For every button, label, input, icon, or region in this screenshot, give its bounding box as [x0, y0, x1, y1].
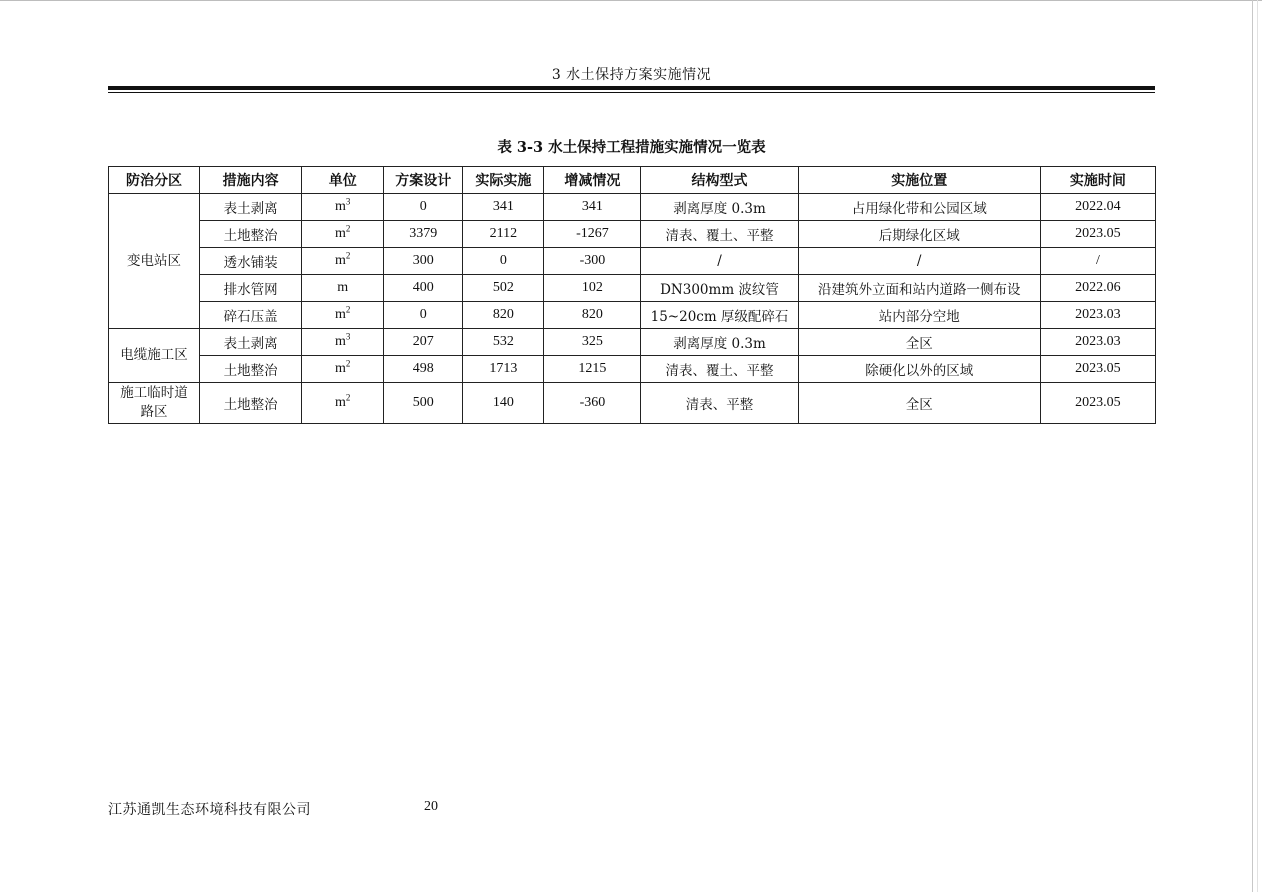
date-cell: 2023.05: [1040, 221, 1155, 248]
unit-exponent: 2: [345, 392, 351, 403]
unit-base: m: [335, 253, 346, 268]
location-cell: 站内部分空地: [798, 302, 1040, 329]
unit-base: m: [335, 334, 346, 349]
design-cell: 0: [384, 194, 463, 221]
table-row: [109, 383, 1156, 424]
unit-base: m: [335, 226, 346, 241]
change-cell: 341: [544, 194, 641, 221]
col-header-zone: 防治分区: [109, 167, 200, 194]
design-cell: 500: [384, 383, 463, 424]
design-cell: 207: [384, 329, 463, 356]
date-cell: 2023.05: [1040, 383, 1155, 424]
unit-cell: [302, 356, 384, 383]
change-cell: -300: [544, 248, 641, 275]
structure-cell: 剥离厚度 0.3m: [641, 329, 798, 356]
unit-cell: [302, 383, 384, 424]
change-cell: -1267: [544, 221, 641, 248]
design-cell: 0: [384, 302, 463, 329]
change-cell: 820: [544, 302, 641, 329]
header-rule-thick: [108, 86, 1155, 90]
table-row: [109, 356, 1156, 383]
page-top-border: [0, 0, 1262, 1]
unit-cell: [302, 248, 384, 275]
unit-exponent: 3: [345, 196, 351, 207]
measure-cell: 土地整治: [200, 356, 302, 383]
unit-cell: [302, 221, 384, 248]
measure-cell: 土地整治: [200, 221, 302, 248]
actual-cell: 532: [463, 329, 544, 356]
unit-cell: [302, 194, 384, 221]
design-cell: 400: [384, 275, 463, 302]
actual-cell: 2112: [463, 221, 544, 248]
col-header-date: 实施时间: [1040, 167, 1155, 194]
date-cell: /: [1040, 248, 1155, 275]
col-header-actual: 实际实施: [463, 167, 544, 194]
structure-cell: 清表、覆土、平整: [641, 356, 798, 383]
unit-exponent: 2: [345, 358, 351, 369]
structure-cell: 清表、平整: [641, 383, 798, 424]
actual-cell: 1713: [463, 356, 544, 383]
header-rule-thin: [108, 92, 1155, 93]
running-header: 3 水土保持方案实施情况: [551, 67, 712, 83]
unit-base: m: [337, 280, 349, 295]
date-cell: 2023.03: [1040, 302, 1155, 329]
unit-base: m: [335, 395, 346, 410]
location-cell: 后期绿化区域: [798, 221, 1040, 248]
zone-cell-temporary-road: 施工临时道路区: [109, 383, 200, 424]
change-cell: 325: [544, 329, 641, 356]
location-cell: 占用绿化带和公园区域: [798, 194, 1040, 221]
structure-cell: DN300mm 波纹管: [641, 275, 798, 302]
unit-cell: [302, 275, 384, 302]
structure-cell: 剥离厚度 0.3m: [641, 194, 798, 221]
page-right-border: [1252, 0, 1253, 892]
location-cell: 除硬化以外的区域: [798, 356, 1040, 383]
change-cell: 1215: [544, 356, 641, 383]
location-cell: 全区: [798, 329, 1040, 356]
table-row: [109, 275, 1156, 302]
unit-base: m: [335, 307, 346, 322]
unit-exponent: 3: [345, 331, 351, 342]
table-header-row: [109, 167, 1156, 194]
measure-cell: 透水铺装: [200, 248, 302, 275]
table-row: [109, 302, 1156, 329]
date-cell: 2022.06: [1040, 275, 1155, 302]
zone-cell-cable-construction: 电缆施工区: [109, 329, 200, 383]
unit-exponent: 2: [345, 223, 351, 234]
measures-table: [108, 166, 1156, 424]
actual-cell: 502: [463, 275, 544, 302]
measure-cell: 表土剥离: [200, 329, 302, 356]
actual-cell: 820: [463, 302, 544, 329]
design-cell: 300: [384, 248, 463, 275]
change-cell: -360: [544, 383, 641, 424]
measure-cell: 碎石压盖: [200, 302, 302, 329]
location-cell: /: [798, 248, 1040, 275]
actual-cell: 0: [463, 248, 544, 275]
structure-cell: 15~20cm 厚级配碎石: [641, 302, 798, 329]
unit-base: m: [335, 199, 346, 214]
unit-base: m: [335, 361, 346, 376]
date-cell: 2022.04: [1040, 194, 1155, 221]
measure-cell: 表土剥离: [200, 194, 302, 221]
design-cell: 3379: [384, 221, 463, 248]
structure-cell: /: [641, 248, 798, 275]
col-header-change: 增减情况: [544, 167, 641, 194]
design-cell: 498: [384, 356, 463, 383]
date-cell: 2023.03: [1040, 329, 1155, 356]
col-header-location: 实施位置: [798, 167, 1040, 194]
col-header-design: 方案设计: [384, 167, 463, 194]
location-cell: 沿建筑外立面和站内道路一侧布设: [798, 275, 1040, 302]
actual-cell: 341: [463, 194, 544, 221]
unit-exponent: 2: [345, 304, 351, 315]
measure-cell: 土地整治: [200, 383, 302, 424]
measure-cell: 排水管网: [200, 275, 302, 302]
location-cell: 全区: [798, 383, 1040, 424]
page-right-border-shadow: [1257, 0, 1258, 892]
change-cell: 102: [544, 275, 641, 302]
footer-page-number: 20: [424, 799, 438, 814]
footer-company-name: 江苏通凯生态环境科技有限公司: [108, 802, 311, 818]
date-cell: 2023.05: [1040, 356, 1155, 383]
structure-cell: 清表、覆土、平整: [641, 221, 798, 248]
unit-cell: [302, 302, 384, 329]
zone-cell-substation: 变电站区: [109, 194, 200, 329]
table-row: [109, 248, 1156, 275]
table-row: [109, 329, 1156, 356]
table-row: [109, 221, 1156, 248]
col-header-measure: 措施内容: [200, 167, 302, 194]
col-header-unit: 单位: [302, 167, 384, 194]
actual-cell: 140: [463, 383, 544, 424]
table-row: [109, 194, 1156, 221]
unit-cell: [302, 329, 384, 356]
col-header-structure: 结构型式: [641, 167, 798, 194]
table-caption: 表 3-3 水土保持工程措施实施情况一览表: [497, 139, 766, 156]
unit-exponent: 2: [345, 250, 351, 261]
